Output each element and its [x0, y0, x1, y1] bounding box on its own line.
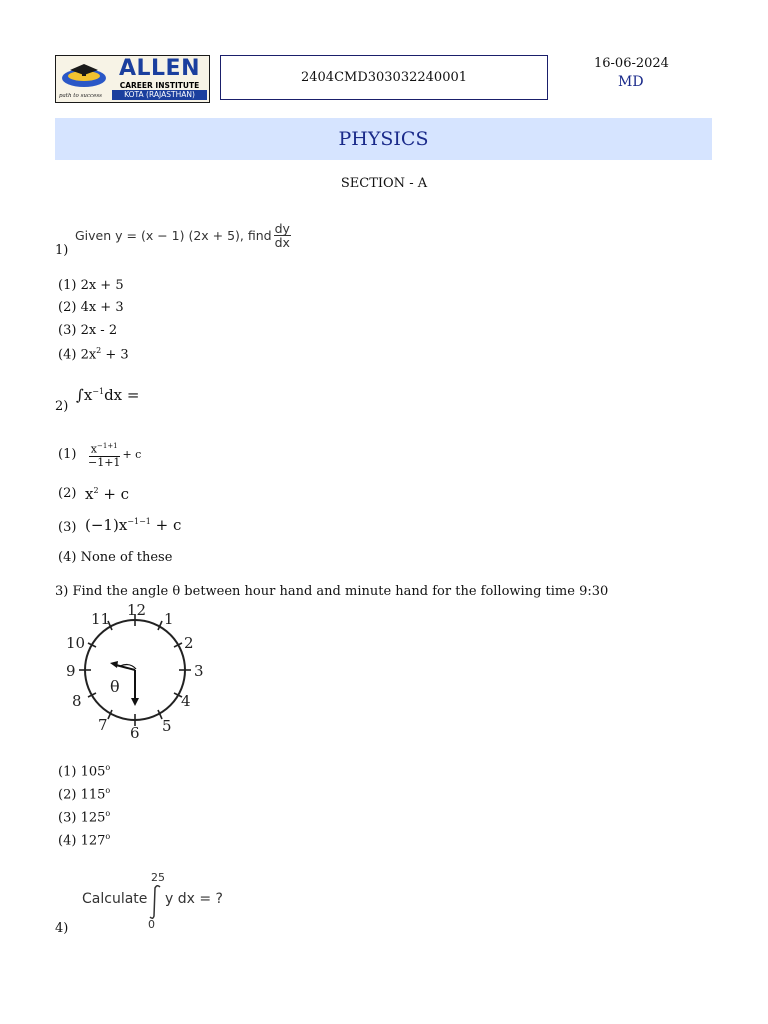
section-heading: SECTION - A: [340, 176, 428, 191]
question-3-stem: Find the angle θ between hour hand and minute hand for the following time 9:30: [72, 584, 609, 599]
q2-option-3-expression: [85, 516, 181, 534]
numerator-exponent: −1+1: [97, 442, 118, 450]
q3-option-4[interactable]: [58, 832, 110, 848]
option-superscript: 2: [93, 486, 99, 495]
option-label: (1): [58, 447, 77, 462]
question-4-number: 4): [55, 921, 69, 936]
option-label: (4): [58, 833, 77, 849]
integral-upper-limit: 25: [151, 871, 165, 884]
integral-sign-icon: [147, 884, 163, 920]
degree-superscript: o: [105, 832, 111, 841]
fraction-numerator: [89, 440, 120, 457]
logo-tagline: path to success: [59, 93, 102, 99]
option-label: (3): [58, 323, 77, 338]
dy-dx-fraction: [274, 222, 291, 249]
q1-option-2[interactable]: [58, 300, 124, 315]
clock-number-12: 12: [127, 602, 147, 619]
q2-option-1[interactable]: [58, 447, 76, 462]
clock-number-5: 5: [162, 717, 172, 735]
question-3-number: 3): [55, 584, 69, 599]
question-1-text: [75, 222, 291, 249]
numerator-base: x: [90, 442, 97, 456]
clock-number-7: 7: [98, 716, 108, 734]
degree-superscript: o: [105, 763, 111, 772]
option-text: 125: [80, 810, 106, 826]
degree-superscript: o: [105, 809, 111, 818]
option-text: (−1)x: [85, 516, 128, 534]
option-label: (2): [58, 486, 77, 501]
logo-subtitle: CAREER INSTITUTE: [119, 80, 200, 90]
option-label: (4): [58, 550, 77, 565]
option-label: (3): [58, 810, 77, 826]
question-4-stem: Calculate: [82, 891, 148, 907]
option-superscript: −1−1: [127, 517, 151, 526]
clock-number-10: 10: [66, 634, 86, 652]
clock-number-8: 8: [72, 692, 82, 710]
integral-tail: dx =: [104, 386, 140, 404]
subject-title: PHYSICS: [338, 128, 429, 150]
question-4-integrand: y dx = ?: [165, 891, 223, 907]
clock-number-9: 9: [66, 662, 76, 680]
option-text: 2x - 2: [80, 323, 118, 338]
question-1-number: 1): [55, 243, 69, 258]
stream-label: MD: [618, 74, 644, 90]
option-text: 2x: [80, 347, 97, 363]
clock-number-6: 6: [130, 724, 140, 742]
logo-emblem: [56, 56, 112, 102]
option-label: (1): [58, 278, 77, 293]
q3-option-1[interactable]: [58, 763, 110, 779]
q3-option-2[interactable]: [58, 786, 110, 802]
q2-option-2-expression: [85, 485, 129, 503]
fraction-denominator: −1+1: [88, 455, 121, 469]
option-fraction: [88, 440, 120, 469]
clock-number-11: 11: [91, 610, 111, 628]
q2-option-2[interactable]: [58, 486, 76, 501]
exam-date: 16-06-2024: [594, 56, 669, 71]
clock-number-3: 3: [194, 662, 204, 680]
q1-option-1[interactable]: [58, 278, 124, 293]
option-label: (2): [58, 300, 77, 315]
option-text: None of these: [80, 550, 173, 565]
integral-lower-limit: 0: [148, 918, 155, 931]
question-1-stem: Given y = (x − 1) (2x + 5), find: [75, 228, 272, 243]
subject-banner: [55, 118, 712, 160]
q3-option-3[interactable]: [58, 809, 110, 825]
option-text: 4x + 3: [80, 300, 124, 315]
clock-number-2: 2: [184, 634, 194, 652]
paper-code-box: [220, 55, 548, 100]
allen-logo: [55, 55, 210, 103]
logo-brand-text: ALLEN: [118, 56, 200, 81]
logo-location: KOTA (RAJASTHAN): [112, 90, 207, 100]
question-2-expression: [76, 386, 139, 404]
fraction-denominator: dx: [274, 235, 290, 250]
q2-option-4[interactable]: [58, 550, 172, 565]
option-tail: + 3: [101, 347, 129, 363]
clock-diagram: [60, 602, 210, 742]
q2-option-3[interactable]: [58, 520, 76, 535]
option-tail: + c: [98, 485, 130, 503]
q2-option-1-expression: [88, 440, 141, 469]
question-2-number: 2): [55, 399, 69, 414]
minute-hand: [131, 670, 139, 706]
option-label: (2): [58, 787, 77, 803]
question-3-text: [55, 584, 608, 599]
option-text: 115: [80, 787, 106, 803]
integral-exponent: −1: [92, 387, 105, 396]
option-text: 105: [80, 764, 106, 780]
option-text: 2x + 5: [80, 278, 124, 293]
paper-code: 2404CMD303032240001: [300, 70, 468, 85]
option-label: (4): [58, 347, 77, 363]
fraction-numerator: dy: [274, 221, 290, 236]
q1-option-3[interactable]: [58, 323, 117, 338]
clock-number-1: 1: [164, 610, 174, 628]
theta-label: θ: [110, 677, 120, 696]
option-label: (1): [58, 764, 77, 780]
option-label: (3): [58, 520, 77, 535]
clock-number-4: 4: [181, 692, 191, 710]
option-text: x: [85, 485, 94, 503]
q1-option-4[interactable]: [58, 346, 129, 362]
option-tail: + c: [122, 447, 142, 461]
option-superscript: 2: [96, 346, 102, 355]
degree-superscript: o: [105, 786, 111, 795]
option-text: 127: [80, 833, 106, 849]
option-tail: + c: [150, 516, 182, 534]
integral-base: ∫x: [76, 386, 93, 404]
